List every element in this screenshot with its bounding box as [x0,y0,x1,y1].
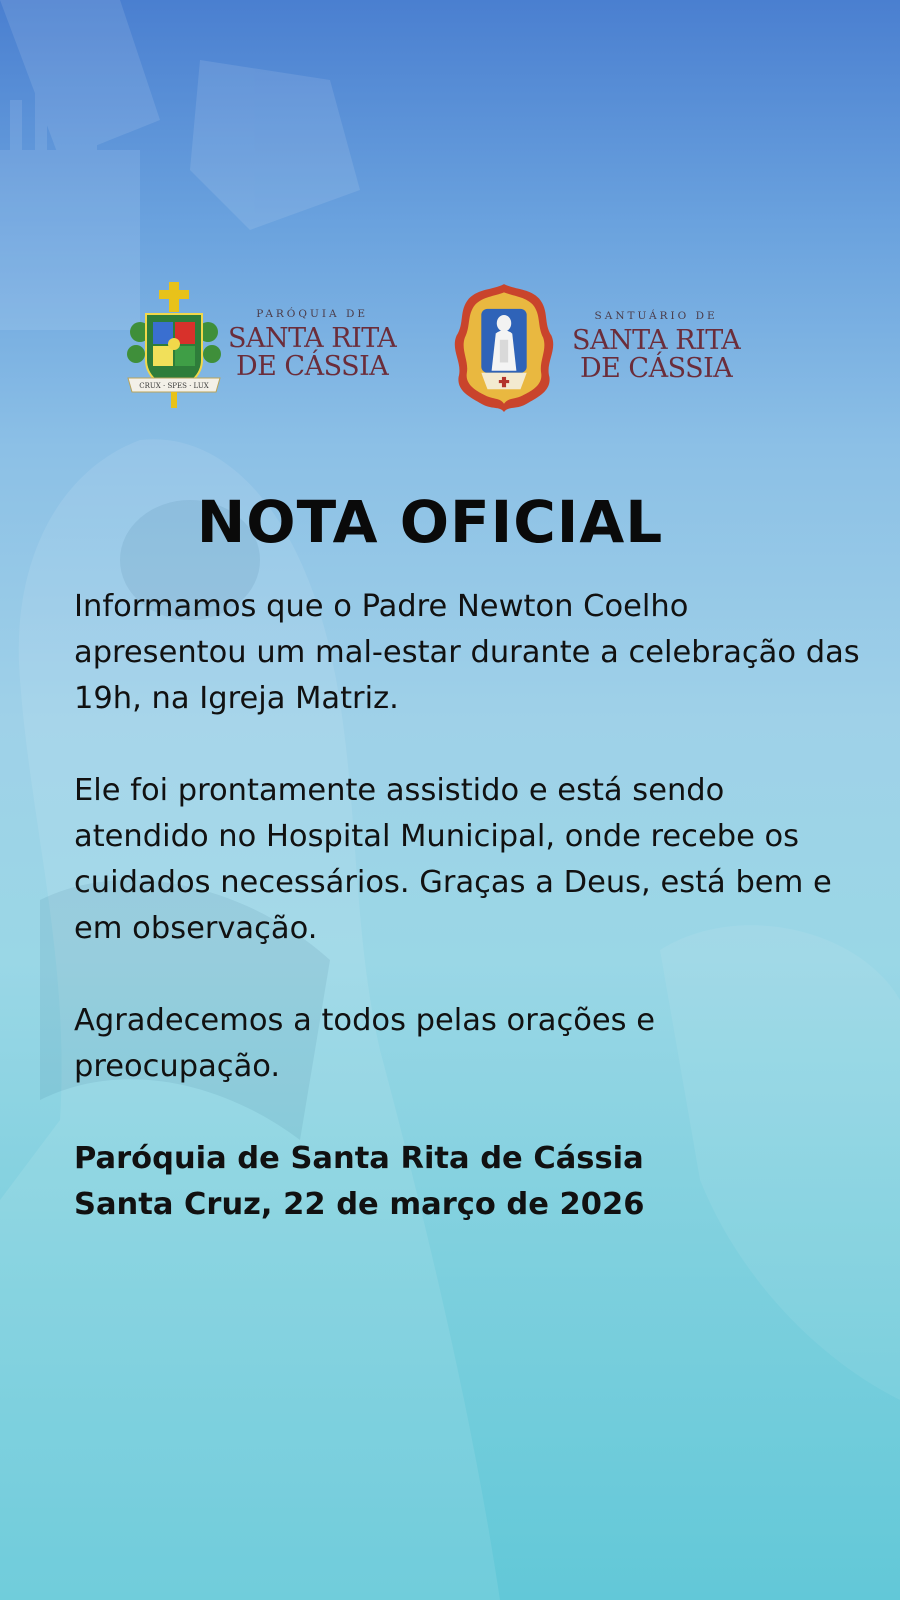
sanctuary-logo-text [572,311,740,384]
note-paragraph-3: Agradecemos a todos pelas orações e preocupação. [74,1003,655,1084]
signature-parish-name: Paróquia de Santa Rita de Cássia [74,1141,644,1176]
parish-logo-line1: SANTA RITA [228,323,397,355]
signature [74,1136,864,1228]
parish-logo-text [228,309,396,382]
parish-logo-line2: DE CÁSSIA [235,351,389,383]
sanctuary-logo-line1: SANTA RITA [572,325,741,357]
sanctuary-logo-small-label: SANTUÁRIO DE [594,309,718,322]
parish-logo [126,282,396,408]
signature-place-date: Santa Cruz, 22 de março de 2026 [74,1187,645,1222]
sanctuary-logo-line2: DE CÁSSIA [579,353,733,385]
note-paragraph-2: Ele foi prontamente assistido e está sendo atendido no Hospital Municipal, onde recebe os cuidados necessários. Graças a Deus, está bem e em observação. [74,773,832,946]
note-body [74,584,864,1228]
sanctuary-logo [452,282,740,412]
note-paragraph-1: Informamos que o Padre Newton Coelho apresentou um mal-estar durante a celebração das 19h, na Igreja Matriz. [74,589,860,716]
page-title: NOTA OFICIAL [196,488,664,556]
parish-coat-of-arms-icon [126,282,222,408]
parish-logo-small-label: PARÓQUIA DE [256,307,369,320]
parish-motto: CRUX · SPES · LUX [139,382,209,390]
sanctuary-emblem-icon [452,282,556,412]
